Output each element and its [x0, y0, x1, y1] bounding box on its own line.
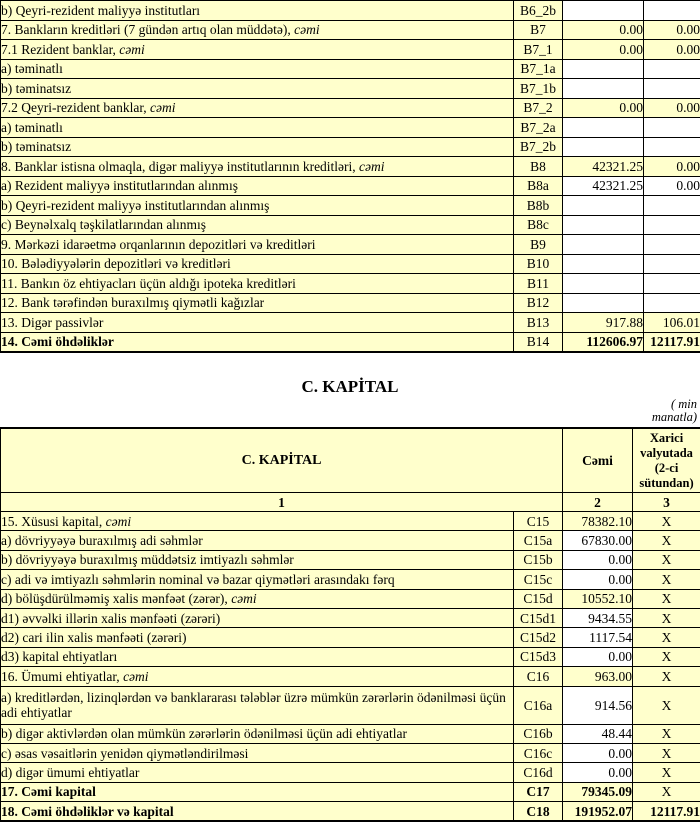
table-row [1, 176, 700, 196]
column-number-row [1, 493, 700, 512]
row-total-cell [563, 118, 644, 138]
label-italic-suffix: cəmi [119, 42, 144, 57]
label-italic-suffix: cəmi [294, 22, 319, 37]
row-label-cell: a) dövriyyəyə buraxılmış adi səhmlər [1, 531, 514, 550]
label-italic-suffix: cəmi [359, 159, 384, 174]
row-code-cell: B7_1 [514, 40, 563, 60]
column-number-1: 1 [1, 493, 563, 512]
row-foreign-currency-cell: X [633, 763, 700, 782]
capital-table-body [1, 512, 700, 822]
row-code-cell: C16b [514, 724, 563, 743]
row-label-cell: 8. Banklar istisna olmaqla, digər maliyyə institutlarının kreditləri, cəmi [1, 157, 514, 177]
row-foreign-currency-cell: 0.00 [644, 98, 700, 118]
table-row [1, 782, 700, 801]
table-row [1, 235, 700, 255]
table-row [1, 118, 700, 138]
table-row [1, 332, 700, 352]
row-total-cell: 42321.25 [563, 157, 644, 177]
row-code-cell: C16a [514, 686, 563, 724]
row-foreign-currency-cell [644, 79, 700, 99]
row-foreign-currency-cell: X [633, 512, 700, 531]
row-label-cell: 15. Xüsusi kapital, cəmi [1, 512, 514, 531]
row-total-cell [563, 1, 644, 21]
table-row [1, 313, 700, 333]
label-italic-suffix: cəmi [231, 591, 256, 606]
row-foreign-currency-cell: X [633, 724, 700, 743]
row-total-cell [563, 235, 644, 255]
row-label-cell: 7.2 Qeyri-rezident banklar, cəmi [1, 98, 514, 118]
row-label-cell: a) təminatlı [1, 59, 514, 79]
row-code-cell: B6_2b [514, 1, 563, 21]
row-code-cell: B7_2 [514, 98, 563, 118]
row-code-cell: B10 [514, 254, 563, 274]
row-label-cell: 18. Cəmi öhdəliklər və kapital [1, 802, 514, 822]
row-code-cell: B13 [514, 313, 563, 333]
row-total-cell: 112606.97 [563, 332, 644, 352]
table-row [1, 1, 700, 21]
row-total-cell: 10552.10 [563, 589, 633, 608]
row-label-cell: b) təminatsız [1, 79, 514, 99]
row-label-cell: 7.1 Rezident banklar, cəmi [1, 40, 514, 60]
row-code-cell: C16c [514, 743, 563, 762]
row-label-cell: d2) cari ilin xalis mənfəəti (zərəri) [1, 628, 514, 647]
row-total-cell [563, 215, 644, 235]
row-foreign-currency-cell: X [633, 589, 700, 608]
column-number-2: 2 [563, 493, 633, 512]
row-total-cell: 914.56 [563, 686, 633, 724]
row-total-cell [563, 137, 644, 157]
table-row [1, 79, 700, 99]
row-label-cell: b) digər aktivlərdən olan mümkün zərərlərin ödənilməsi üçün adi ehtiyatlar [1, 724, 514, 743]
row-total-cell [563, 196, 644, 216]
row-code-cell: C15b [514, 550, 563, 569]
unit-note-line1: ( min [0, 398, 697, 411]
table-row [1, 743, 700, 762]
row-label-cell: b) Qeyri-rezident maliyyə institutları [1, 1, 514, 21]
capital-header-foreign-currency: Xarici valyutada (2-ci sütundan) [633, 428, 700, 493]
row-total-cell: 67830.00 [563, 531, 633, 550]
row-code-cell: C16d [514, 763, 563, 782]
row-total-cell: 0.00 [563, 743, 633, 762]
row-foreign-currency-cell [644, 118, 700, 138]
table-row [1, 196, 700, 216]
row-total-cell: 0.00 [563, 20, 644, 40]
row-code-cell: C15a [514, 531, 563, 550]
row-label-cell: 14. Cəmi öhdəliklər [1, 332, 514, 352]
label-italic-suffix: cəmi [106, 514, 131, 529]
row-label-cell: 13. Digər passivlər [1, 313, 514, 333]
row-total-cell [563, 293, 644, 313]
row-label-cell: a) Rezident maliyyə institutlarından alınmış [1, 176, 514, 196]
row-foreign-currency-cell: X [633, 531, 700, 550]
row-foreign-currency-cell: 12117.91 [644, 332, 700, 352]
row-label-cell: d) digər ümumi ehtiyatlar [1, 763, 514, 782]
row-label-cell: 11. Bankın öz ehtiyacları üçün aldığı ipoteka kreditləri [1, 274, 514, 294]
row-label-cell: b) təminatsız [1, 137, 514, 157]
table-row [1, 20, 700, 40]
row-total-cell: 0.00 [563, 40, 644, 60]
row-foreign-currency-cell [644, 196, 700, 216]
row-foreign-currency-cell [644, 274, 700, 294]
row-code-cell: B8c [514, 215, 563, 235]
row-total-cell: 0.00 [563, 98, 644, 118]
row-total-cell: 0.00 [563, 763, 633, 782]
label-italic-suffix: cəmi [123, 669, 148, 684]
table-row [1, 570, 700, 589]
table-row [1, 667, 700, 686]
row-code-cell: B7_2b [514, 137, 563, 157]
row-total-cell [563, 59, 644, 79]
row-label-cell: a) kreditlərdən, lizinqlərdən və banklararası tələblər üzrə mümkün zərərlərin ödənilməsi üçün adi ehtiyatlar [1, 686, 514, 724]
capital-header-row [1, 428, 700, 493]
row-code-cell: C15d3 [514, 647, 563, 666]
table-row [1, 274, 700, 294]
row-code-cell: C15d1 [514, 608, 563, 627]
table-row [1, 137, 700, 157]
table-row [1, 647, 700, 666]
row-foreign-currency-cell: X [633, 628, 700, 647]
unit-note-line2: manatla) [0, 411, 697, 424]
row-total-cell: 963.00 [563, 667, 633, 686]
row-label-cell: d1) əvvəlki illərin xalis mənfəəti (zərəri) [1, 608, 514, 627]
row-code-cell: B9 [514, 235, 563, 255]
table-row [1, 512, 700, 531]
row-code-cell: B7_1a [514, 59, 563, 79]
row-foreign-currency-cell [644, 1, 700, 21]
row-foreign-currency-cell: 0.00 [644, 157, 700, 177]
row-foreign-currency-cell: X [633, 570, 700, 589]
label-italic-suffix: cəmi [150, 100, 175, 115]
table-row [1, 98, 700, 118]
row-code-cell: B11 [514, 274, 563, 294]
table-row [1, 686, 700, 724]
capital-header-total: Cəmi [563, 428, 633, 493]
row-label-cell: 12. Bank tərəfindən buraxılmış qiymətli kağızlar [1, 293, 514, 313]
row-code-cell: C17 [514, 782, 563, 801]
row-label-cell: a) təminatlı [1, 118, 514, 138]
row-label-cell: c) adi və imtiyazlı səhmlərin nominal və bazar qiymətləri arasındakı fərq [1, 570, 514, 589]
row-label-cell: 17. Cəmi kapital [1, 782, 514, 801]
table-row [1, 802, 700, 822]
row-foreign-currency-cell: X [633, 550, 700, 569]
row-foreign-currency-cell: X [633, 743, 700, 762]
table-row [1, 589, 700, 608]
unit-note [0, 398, 700, 424]
table-row [1, 763, 700, 782]
row-total-cell: 0.00 [563, 570, 633, 589]
row-code-cell: B7_2a [514, 118, 563, 138]
row-label-cell: 7. Bankların kreditləri (7 gündən artıq olan müddətə), cəmi [1, 20, 514, 40]
row-total-cell: 9434.55 [563, 608, 633, 627]
row-label-cell: d) bölüşdürülməmiş xalis mənfəət (zərər), cəmi [1, 589, 514, 608]
row-foreign-currency-cell [644, 235, 700, 255]
row-total-cell: 191952.07 [563, 802, 633, 822]
row-code-cell: C15 [514, 512, 563, 531]
table-row [1, 215, 700, 235]
capital-header-title: C. KAPİTAL [1, 428, 563, 493]
table-row [1, 40, 700, 60]
table-row [1, 608, 700, 627]
section-title: C. KAPİTAL [0, 377, 700, 397]
row-total-cell: 79345.09 [563, 782, 633, 801]
liabilities-table-body [1, 1, 700, 353]
table-row [1, 724, 700, 743]
row-foreign-currency-cell: X [633, 686, 700, 724]
row-label-cell: b) Qeyri-rezident maliyyə institutlarından alınmış [1, 196, 514, 216]
row-label-cell: 10. Bələdiyyələrin depozitləri və kreditləri [1, 254, 514, 274]
row-total-cell: 48.44 [563, 724, 633, 743]
row-foreign-currency-cell [644, 254, 700, 274]
row-label-cell: 9. Mərkəzi idarəetmə orqanlarının depozitləri və kreditləri [1, 235, 514, 255]
row-foreign-currency-cell: 0.00 [644, 40, 700, 60]
row-total-cell: 0.00 [563, 647, 633, 666]
row-code-cell: C18 [514, 802, 563, 822]
column-number-3: 3 [633, 493, 700, 512]
table-row [1, 293, 700, 313]
table-row [1, 254, 700, 274]
row-foreign-currency-cell: 0.00 [644, 20, 700, 40]
row-label-cell: c) Beynəlxalq təşkilatlarından alınmış [1, 215, 514, 235]
row-foreign-currency-cell: 12117.91 [633, 802, 700, 822]
row-code-cell: C15d [514, 589, 563, 608]
row-foreign-currency-cell [644, 215, 700, 235]
row-foreign-currency-cell: X [633, 647, 700, 666]
table-row [1, 59, 700, 79]
row-code-cell: C16 [514, 667, 563, 686]
row-code-cell: B14 [514, 332, 563, 352]
row-label-cell: c) əsas vəsaitlərin yenidən qiymətləndirilməsi [1, 743, 514, 762]
row-code-cell: B8a [514, 176, 563, 196]
table-row [1, 531, 700, 550]
row-foreign-currency-cell: X [633, 608, 700, 627]
row-code-cell: C15c [514, 570, 563, 589]
row-code-cell: B7_1b [514, 79, 563, 99]
capital-table [0, 427, 700, 822]
row-label-cell: 16. Ümumi ehtiyatlar, cəmi [1, 667, 514, 686]
row-total-cell [563, 79, 644, 99]
row-total-cell: 0.00 [563, 550, 633, 569]
row-label-cell: b) dövriyyəyə buraxılmış müddətsiz imtiyazlı səhmlər [1, 550, 514, 569]
row-code-cell: B8b [514, 196, 563, 216]
table-row [1, 157, 700, 177]
row-foreign-currency-cell: X [633, 782, 700, 801]
row-total-cell: 78382.10 [563, 512, 633, 531]
liabilities-table [0, 0, 700, 353]
row-foreign-currency-cell [644, 137, 700, 157]
row-code-cell: B7 [514, 20, 563, 40]
row-code-cell: B12 [514, 293, 563, 313]
row-code-cell: B8 [514, 157, 563, 177]
table-row [1, 550, 700, 569]
row-total-cell: 42321.25 [563, 176, 644, 196]
row-code-cell: C15d2 [514, 628, 563, 647]
row-foreign-currency-cell: 106.01 [644, 313, 700, 333]
row-label-cell: d3) kapital ehtiyatları [1, 647, 514, 666]
table-row [1, 628, 700, 647]
row-foreign-currency-cell: X [633, 667, 700, 686]
row-total-cell: 1117.54 [563, 628, 633, 647]
row-foreign-currency-cell [644, 293, 700, 313]
row-foreign-currency-cell: 0.00 [644, 176, 700, 196]
row-foreign-currency-cell [644, 59, 700, 79]
row-total-cell: 917.88 [563, 313, 644, 333]
row-total-cell [563, 274, 644, 294]
row-total-cell [563, 254, 644, 274]
